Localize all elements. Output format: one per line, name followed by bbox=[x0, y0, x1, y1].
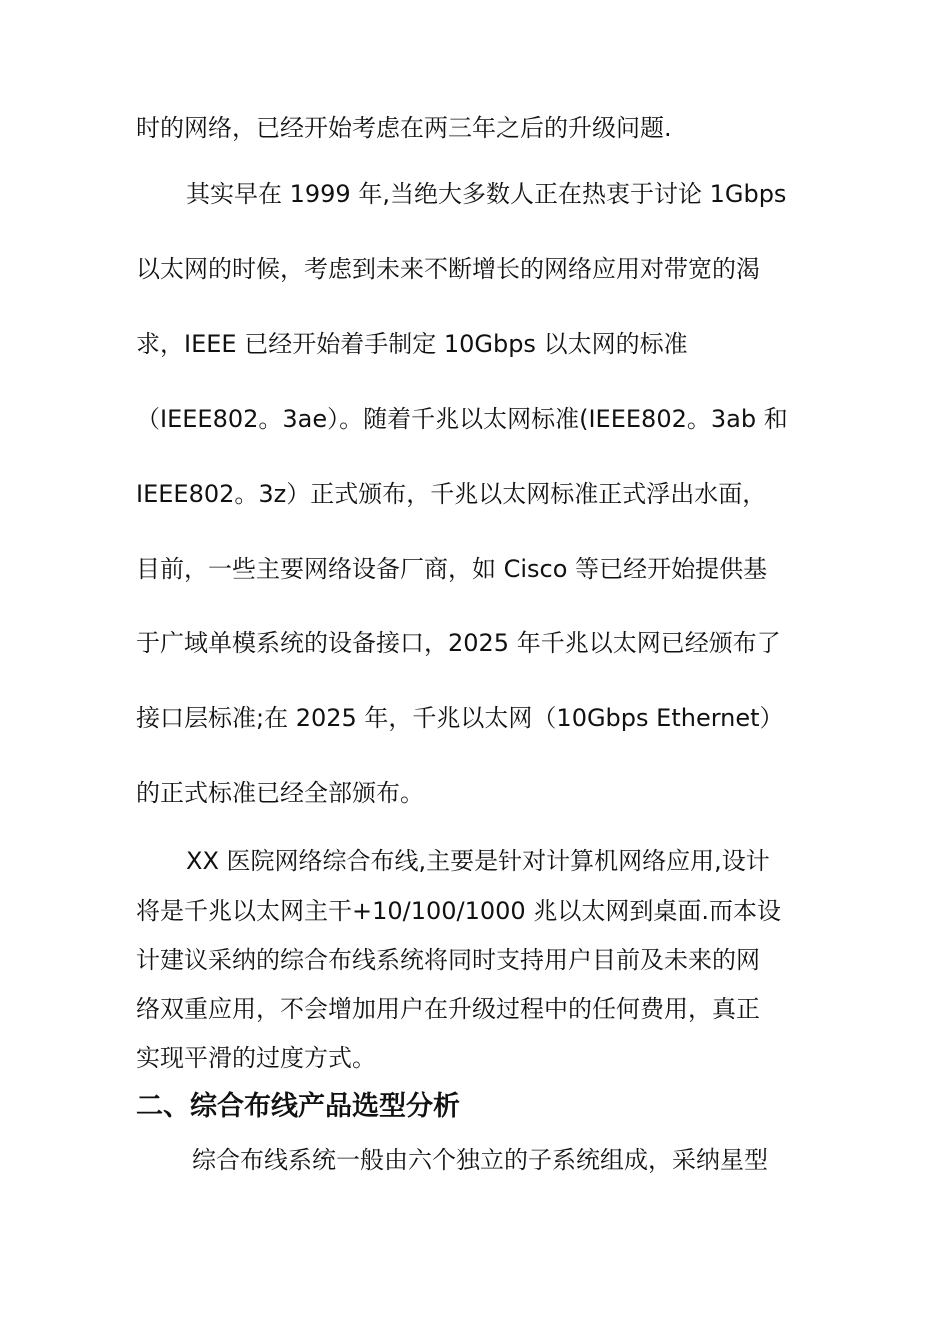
paragraph-3-line-2: 将是千兆以太网主干+10/100/1000 兆以太网到桌面.而本设 bbox=[136, 897, 781, 925]
paragraph-2-line-1: 其实早在 1999 年,当绝大多数人正在热衷于讨论 1Gbps bbox=[186, 180, 787, 208]
paragraph-2-line-4: （IEEE802。3ae）。随着千兆以太网标准(IEEE802。3ab 和 bbox=[136, 405, 788, 433]
paragraph-2-line-2: 以太网的时候，考虑到未来不断增长的网络应用对带宽的渴 bbox=[136, 255, 760, 283]
paragraph-3-line-4: 络双重应用，不会增加用户在升级过程中的任何费用，真正 bbox=[136, 995, 760, 1023]
paragraph-2-line-5: IEEE802。3z）正式颁布，千兆以太网标准正式浮出水面， bbox=[136, 480, 767, 508]
paragraph-2-line-9: 的正式标准已经全部颁布。 bbox=[136, 779, 424, 807]
paragraph-3-line-1: XX 医院网络综合布线,主要是针对计算机网络应用,设计 bbox=[186, 847, 770, 875]
paragraph-2-line-6: 目前，一些主要网络设备厂商，如 Cisco 等已经开始提供基 bbox=[136, 555, 768, 583]
section-heading: 二、综合布线产品选型分析 bbox=[136, 1091, 460, 1122]
paragraph-3-line-5: 实现平滑的过度方式。 bbox=[136, 1044, 376, 1072]
paragraph-1-line-1: 时的网络，已经开始考虑在两三年之后的升级问题. bbox=[136, 114, 672, 142]
paragraph-4-line-1: 综合布线系统一般由六个独立的子系统组成，采纳星型 bbox=[192, 1146, 768, 1174]
paragraph-2-line-3: 求，IEEE 已经开始着手制定 10Gbps 以太网的标准 bbox=[136, 330, 688, 358]
paragraph-3-line-3: 计建议采纳的综合布线系统将同时支持用户目前及未来的网 bbox=[136, 946, 760, 974]
paragraph-2-line-8: 接口层标准;在 2025 年，千兆以太网（10Gbps Ethernet） bbox=[136, 704, 784, 732]
paragraph-2-line-7: 于广域单模系统的设备接口，2025 年千兆以太网已经颁布了 bbox=[136, 629, 781, 657]
